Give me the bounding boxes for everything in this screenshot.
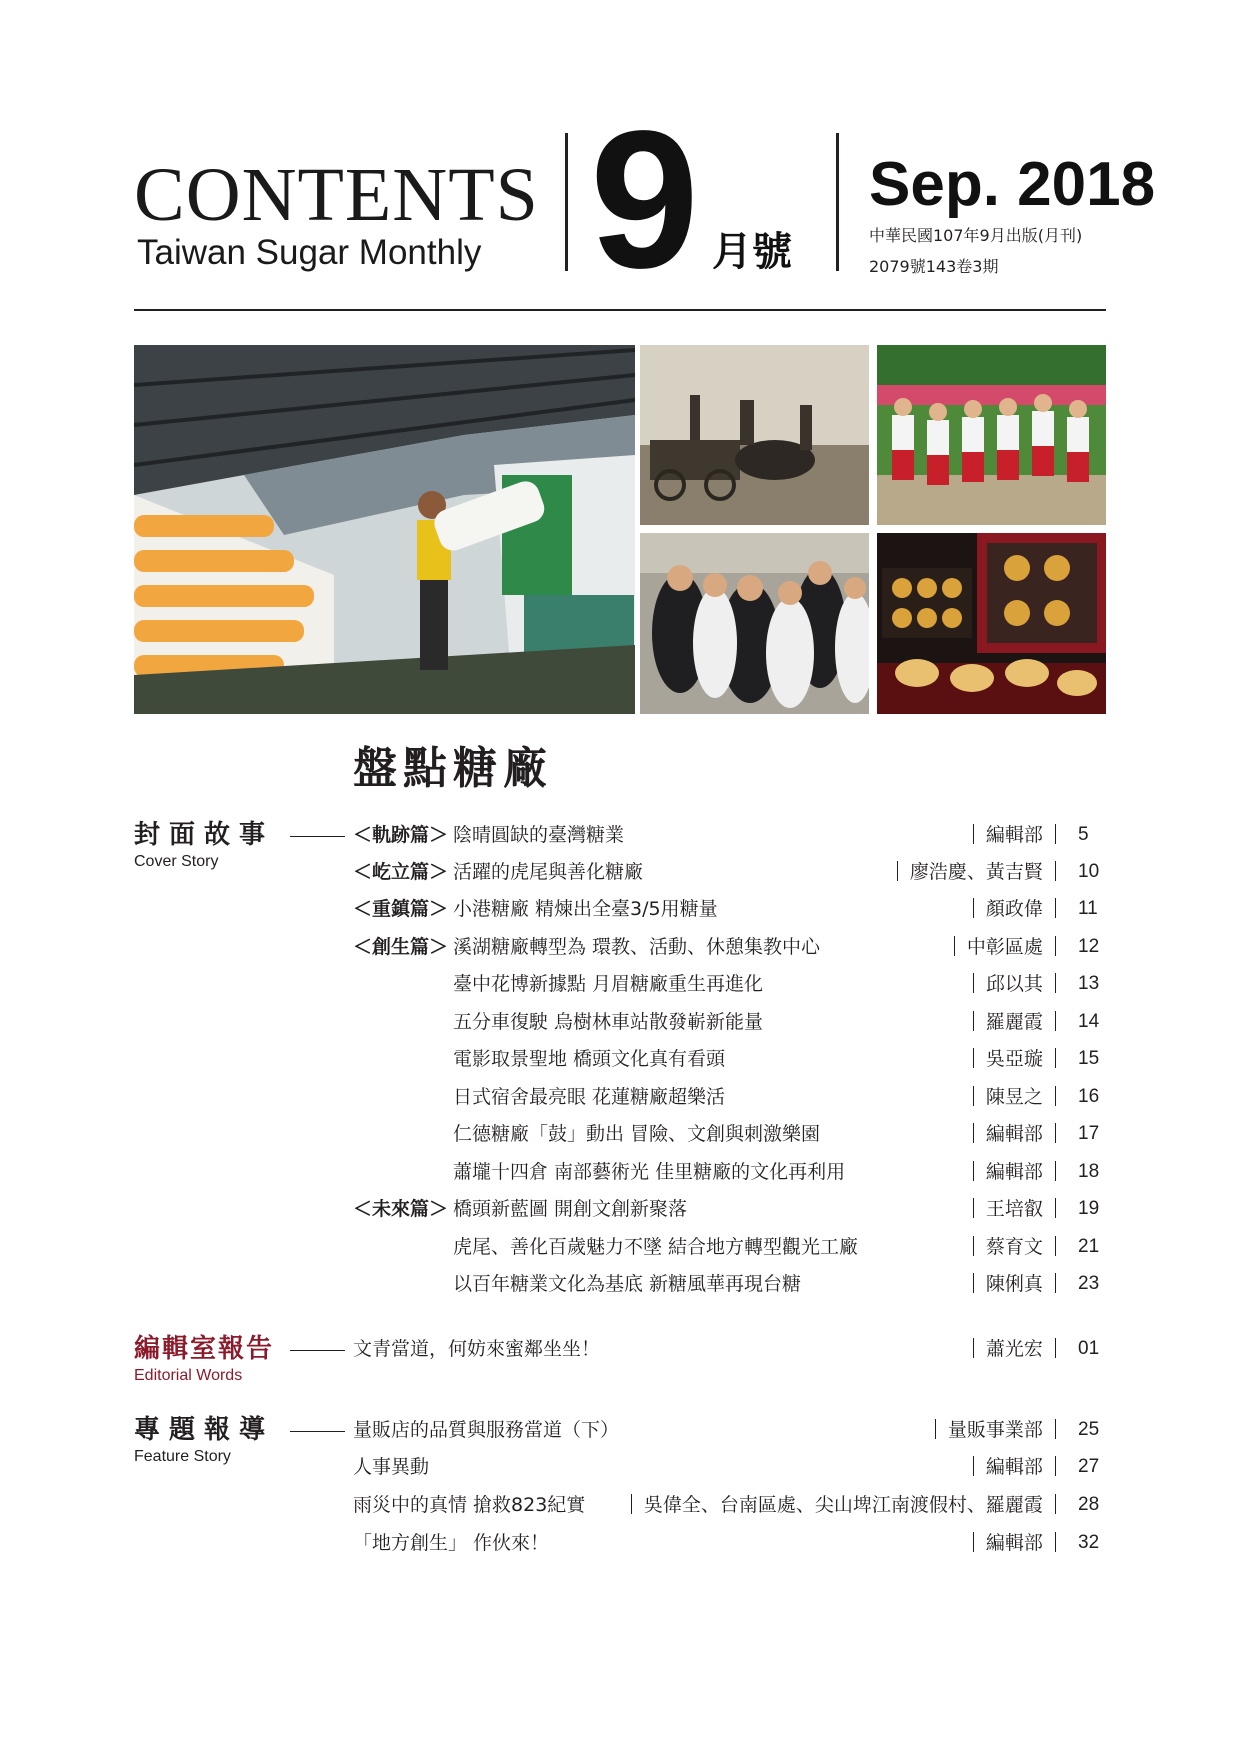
entry-author: 吳偉全、台南區處、尖山埤江南渡假村、羅麗霞	[643, 1494, 1043, 1516]
toc-entry[interactable]	[353, 1230, 1106, 1264]
entry-title: 小港糖廠 精煉出全臺3/5用糖量	[453, 898, 718, 920]
entry-author: 王培叡	[985, 1198, 1043, 1220]
entry-page: 16	[1078, 1086, 1100, 1107]
mooncake-gift-box-photo	[877, 533, 1106, 714]
entry-author: 陳昱之	[985, 1086, 1043, 1108]
header-divider-left	[565, 133, 568, 271]
volume-info: 2079號143卷3期	[869, 257, 999, 276]
toc-entry[interactable]	[353, 967, 1106, 1001]
entry-title: 臺中花博新據點 月眉糖廠重生再進化	[453, 973, 764, 995]
section-label-editorial-en: Editorial Words	[134, 1367, 243, 1384]
main-title: 盤點糖廠	[353, 743, 553, 794]
entry-page: 27	[1078, 1456, 1100, 1477]
entry-author: 編輯部	[985, 1123, 1043, 1145]
section-rule	[290, 1350, 345, 1351]
entry-title: 「地方創生」 作伙來！	[353, 1532, 550, 1554]
entry-author: 編輯部	[985, 1532, 1043, 1554]
entry-title: 以百年糖業文化為基底 新糖風華再現台糖	[453, 1273, 802, 1295]
entry-author: 邱以其	[985, 973, 1043, 995]
section-rule	[290, 1431, 345, 1432]
entry-page: 18	[1078, 1161, 1100, 1182]
entry-title: 虎尾、善化百歲魅力不墜 結合地方轉型觀光工廠	[453, 1236, 859, 1258]
contents-heading: CONTENTS	[134, 153, 539, 237]
entry-author: 蕭光宏	[985, 1338, 1043, 1360]
toc-entry[interactable]	[353, 1526, 1106, 1560]
entry-title: 文青當道，何妨來蜜鄰坐坐！	[353, 1338, 601, 1360]
toc-entry[interactable]	[353, 1332, 1106, 1366]
visit-crowd-photo	[640, 533, 869, 714]
entry-page: 01	[1078, 1338, 1100, 1359]
entry-author: 編輯部	[985, 824, 1043, 846]
toc-entry[interactable]	[353, 930, 1106, 964]
entry-page: 5	[1078, 824, 1089, 845]
warehouse-photo	[134, 345, 635, 714]
entry-author: 編輯部	[985, 1456, 1043, 1478]
publish-info: 中華民國107年9月出版(月刊)	[869, 226, 1083, 245]
entry-page: 25	[1078, 1419, 1100, 1440]
entry-title: 量販店的品質與服務當道（下）	[353, 1419, 620, 1441]
issue-number: 9	[590, 90, 700, 309]
toc-entry[interactable]	[353, 818, 1106, 852]
toc-entry[interactable]	[353, 1042, 1106, 1076]
entry-page: 19	[1078, 1198, 1100, 1219]
entry-section-prefix: ＜未來篇＞	[353, 1198, 449, 1220]
toc-entry[interactable]	[353, 855, 1106, 889]
section-label-cover-story: 封面故事	[134, 820, 275, 850]
entry-page: 11	[1078, 898, 1098, 919]
entry-author: 顏政偉	[985, 898, 1043, 920]
entry-author: 吳亞璇	[985, 1048, 1043, 1070]
magazine-name: Taiwan Sugar Monthly	[137, 233, 482, 272]
entry-author: 量販事業部	[947, 1419, 1043, 1441]
entry-author: 中彰區處	[966, 936, 1043, 958]
entry-author: 編輯部	[985, 1161, 1043, 1183]
header-divider-right	[836, 133, 839, 271]
toc-entry[interactable]	[353, 1005, 1106, 1039]
section-label-cover-story-en: Cover Story	[134, 853, 219, 870]
entry-title: 五分車復駛 烏樹林車站散發嶄新能量	[453, 1011, 764, 1033]
entry-title: 仁德糖廠「鼓」動出 冒險、文創與刺激樂園	[453, 1123, 821, 1145]
toc-entry[interactable]	[353, 1413, 1106, 1447]
entry-page: 14	[1078, 1011, 1100, 1032]
entry-title: 活躍的虎尾與善化糖廠	[453, 861, 644, 883]
entry-section-prefix: ＜重鎮篇＞	[353, 898, 449, 920]
entry-page: 12	[1078, 936, 1100, 957]
entry-page: 21	[1078, 1236, 1100, 1257]
section-label-feature-en: Feature Story	[134, 1448, 231, 1465]
toc-entry[interactable]	[353, 1192, 1106, 1226]
issue-date: Sep. 2018	[869, 150, 1156, 219]
entry-section-prefix: ＜屹立篇＞	[353, 861, 449, 883]
entry-title: 人事異動	[353, 1456, 430, 1478]
entry-page: 10	[1078, 861, 1100, 882]
entry-author: 陳俐真	[985, 1273, 1043, 1295]
entry-title: 電影取景聖地 橋頭文化真有看頭	[453, 1048, 726, 1070]
section-label-feature: 專題報導	[134, 1415, 275, 1445]
entry-section-prefix: ＜軌跡篇＞	[353, 824, 449, 846]
entry-section-prefix: ＜創生篇＞	[353, 936, 449, 958]
toc-entry[interactable]	[353, 1155, 1106, 1189]
entry-author: 廖浩慶、黃吉賢	[909, 861, 1043, 883]
entry-title: 橋頭新藍圖 開創文創新聚落	[453, 1198, 688, 1220]
entry-page: 32	[1078, 1532, 1100, 1553]
entry-page: 15	[1078, 1048, 1100, 1069]
entry-title: 陰晴圓缺的臺灣糖業	[453, 824, 625, 846]
entry-author: 蔡育文	[985, 1236, 1043, 1258]
entry-page: 17	[1078, 1123, 1100, 1144]
entry-author: 羅麗霞	[985, 1011, 1043, 1033]
historic-ox-cart-photo	[640, 345, 869, 525]
issue-suffix: 月號	[712, 229, 792, 275]
entry-page: 13	[1078, 973, 1100, 994]
toc-entry[interactable]	[353, 1488, 1106, 1522]
entry-title: 溪湖糖廠轉型為 環教、活動、休憩集教中心	[453, 936, 821, 958]
header-rule	[134, 309, 1106, 311]
entry-title: 日式宿舍最亮眼 花蓮糖廠超樂活	[453, 1086, 726, 1108]
toc-entry[interactable]	[353, 892, 1106, 926]
toc-entry[interactable]	[353, 1267, 1106, 1301]
toc-entry[interactable]	[353, 1450, 1106, 1484]
entry-page: 28	[1078, 1494, 1100, 1515]
section-label-editorial: 編輯室報告	[134, 1334, 275, 1364]
entry-page: 23	[1078, 1273, 1100, 1294]
toc-entry[interactable]	[353, 1080, 1106, 1114]
section-rule	[290, 836, 345, 837]
entry-title: 蕭壠十四倉 南部藝術光 佳里糖廠的文化再利用	[453, 1161, 846, 1183]
entry-title: 雨災中的真情 搶救823紀實	[353, 1494, 586, 1516]
children-jumping-photo	[877, 345, 1106, 525]
toc-entry[interactable]	[353, 1117, 1106, 1151]
